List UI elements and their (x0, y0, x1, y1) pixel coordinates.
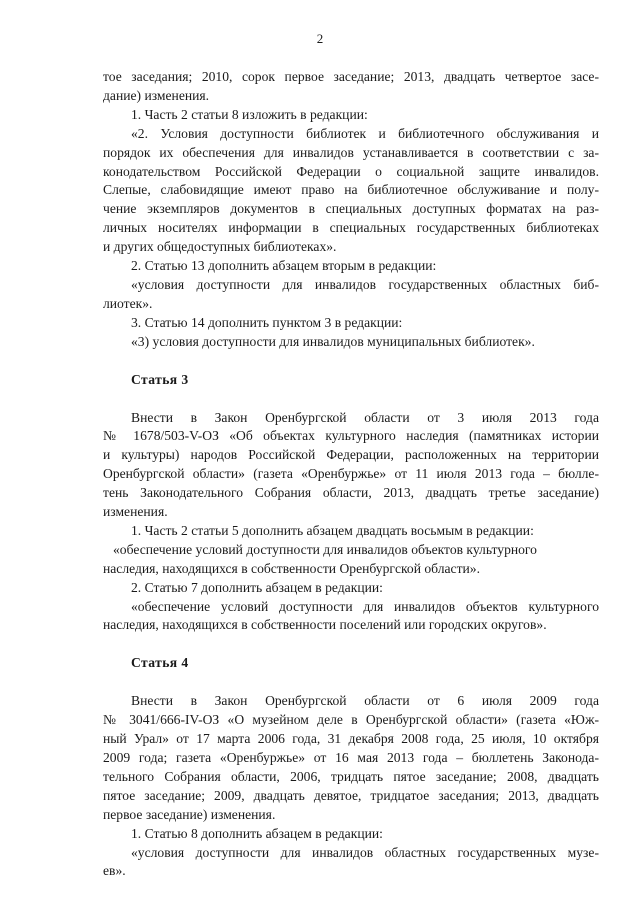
quoted-text-line: ев». (103, 863, 126, 879)
quoted-text-line: личных носителях информации в специальных государственных библиотеках (103, 220, 599, 236)
article-heading: Статья 4 (131, 655, 189, 671)
article-heading: Статья 3 (131, 371, 189, 387)
document-body (103, 68, 599, 881)
quoted-text-line: «2. Условия доступности библиотек и библиотечного обслуживания и (131, 125, 599, 141)
text-line: первое заседание) изменения. (103, 806, 276, 822)
text-line: тень Законодательного Собрания области, 2013, двадцать третье заседание) (103, 485, 599, 501)
quoted-text-line: «3) условия доступности для инвалидов муниципальных библиотек». (131, 333, 535, 349)
amendment-item: 3. Статью 14 дополнить пунктом 3 в редакции: (131, 314, 403, 330)
section-spacer (103, 390, 599, 409)
text-line: № 1678/503-V-ОЗ «Об объектах культурного наследия (памятниках истории (103, 428, 599, 444)
text-line: Внести в Закон Оренбургской области от 6 июля 2009 года (131, 693, 599, 709)
amendment-item: 2. Статью 7 дополнить абзацем в редакции: (131, 579, 383, 595)
text-line: изменения. (103, 504, 168, 520)
page-number: 2 (316, 31, 324, 46)
quoted-text-line: «условия доступности для инвалидов государственных областных биб- (131, 276, 599, 292)
section-spacer (103, 673, 599, 692)
text-line: пятое заседание; 2009, двадцать девятое, тридцатое заседания; 2013, двадцать (103, 787, 599, 803)
text-line: Оренбургской области» (газета «Оренбуржье» от 11 июля 2013 года – бюлле- (103, 466, 599, 482)
text-line: дание) изменения. (103, 87, 210, 103)
quoted-text-line: наследия, находящихся в собственности Оренбургской области». (103, 560, 480, 576)
quoted-text-line: «обеспечение условий доступности для инвалидов объектов культурного (131, 598, 599, 614)
text-line: тое заседания; 2010, сорок первое заседание; 2013, двадцать четвертое засе- (103, 69, 599, 84)
amendment-item: 1. Часть 2 статьи 8 изложить в редакции: (131, 106, 368, 122)
quoted-text-line: лиотек». (103, 295, 153, 311)
quoted-text-line: и других общедоступных библиотеках». (103, 239, 337, 255)
amendment-item: 1. Часть 2 статьи 5 дополнить абзацем двадцать восьмым в редакции: (131, 522, 534, 538)
amendment-item: 2. Статью 13 дополнить абзацем вторым в редакции: (131, 258, 437, 274)
quoted-text-line: порядок их обеспечения для инвалидов устанавливается в соответствии с за- (103, 144, 599, 160)
text-line: № 3041/666-IV-ОЗ «О музейном деле в Оренбургской области» (газета «Юж- (103, 712, 599, 728)
quoted-text-line: «обеспечение условий доступности для инвалидов объектов культурного (113, 541, 537, 557)
text-line: тельного Собрания области, 2006, тридцать пятое заседание; 2008, двадцать (103, 768, 599, 784)
quoted-text-line: наследия, находящихся в собственности поселений или городских округов». (103, 617, 547, 633)
quoted-text-line: «условия доступности для инвалидов областных государственных музе- (131, 844, 599, 860)
amendment-item: 1. Статью 8 дополнить абзацем в редакции: (131, 825, 383, 841)
section-spacer (103, 635, 599, 654)
text-line: 2009 года; газета «Оренбуржье» от 16 мая 2013 года – бюллетень Законода- (103, 750, 599, 765)
section-spacer (103, 352, 599, 371)
text-line: Внести в Закон Оренбургской области от 3 июля 2013 года (131, 409, 599, 425)
text-line: и культуры) народов Российской Федерации, расположенных на территории (103, 447, 599, 463)
quoted-text-line: Слепые, слабовидящие имеют право на библиотечное обслуживание и полу- (103, 182, 599, 198)
quoted-text-line: конодательством Российской Федерации о социальной защите инвалидов. (103, 163, 599, 179)
quoted-text-line: чение экземпляров документов в специальных доступных форматах на раз- (103, 201, 599, 217)
text-line: ный Урал» от 17 марта 2006 года, 31 декабря 2008 года, 25 июля, 10 октября (103, 731, 599, 747)
